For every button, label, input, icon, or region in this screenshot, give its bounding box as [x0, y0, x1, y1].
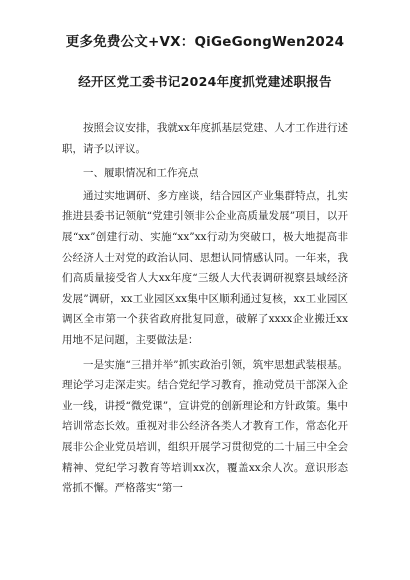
body-paragraph: 一是实施“三措并举”抓实政治引领，筑牢思想武装根基。理论学习走深走实。结合党纪学习教育，推动党员干部深入企业一线，讲授“微党课”，宣讲党的创新理论和方针政策。集中培训常态长效。重视对非公经济各类人才教育工作，常态化开展非公企业党员培训，组织开展学习贯彻党的二十届三中全会精神、党纪学习教育等培训xx次，覆盖xx余人次。意识形态常抓不懈。严格落实“第一	[62, 358, 348, 495]
intro-paragraph: 按照会议安排，我就xx年度抓基层党建、人才工作进行述职，请予以评议。	[62, 122, 348, 155]
report-body	[62, 118, 348, 503]
report-title: 经开区党工委书记2024年度抓党建述职报告	[78, 74, 332, 89]
body-paragraph: 通过实地调研、多方座谈，结合园区产业集群特点，扎实推进县委书记领航“党建引领非公企业高质量发展”项目，以开展“xx”创建行动、实施“xx”xx行动为突破口，极大地提高非公经济人士对党的政治认同、思想认同情感认同。一年来，我们高质量接受省人大xx年度“三级人大代表调研视察县域经济发展”调研，xx工业园区xx集中区顺利通过复核，xx工业园区调区全市第一个获省政府批复同意，破解了xxxx企业搬迁xx用地不足问题，主要做法是：	[62, 189, 348, 346]
section-heading: 一、履职情况和工作亮点	[83, 167, 199, 180]
promo-banner: 更多免费公文+VX：QiGeGongWen2024	[65, 34, 345, 50]
